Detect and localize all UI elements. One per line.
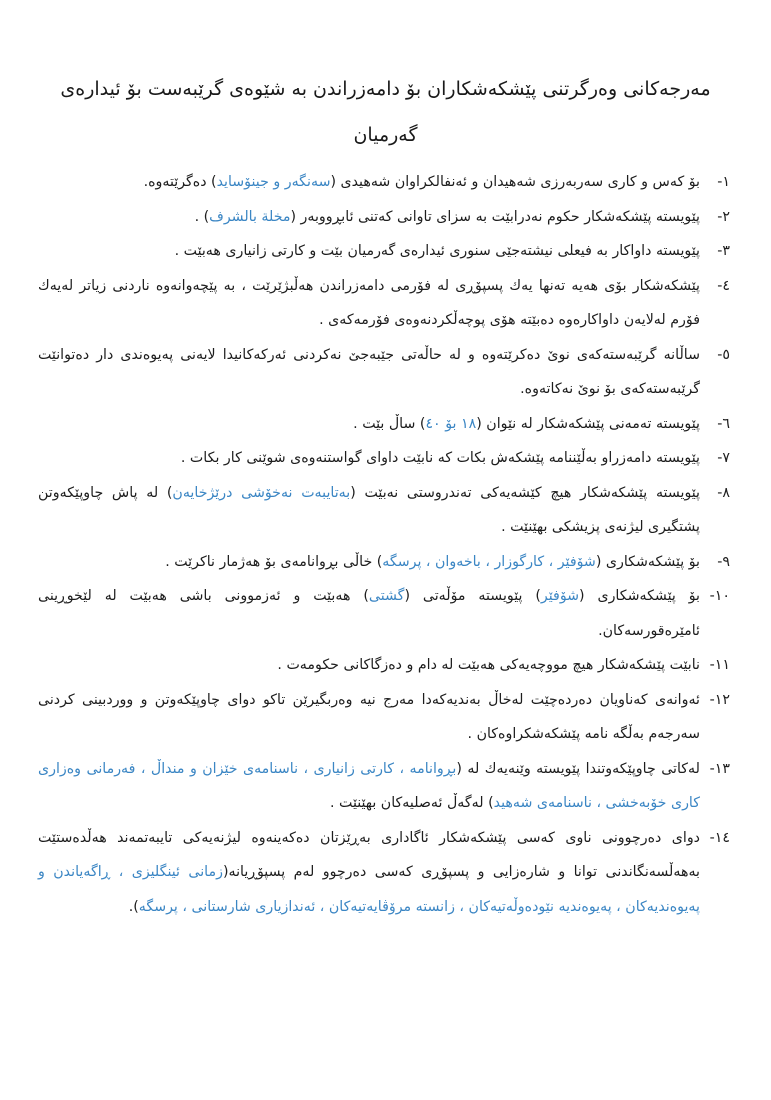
item-number: ١١-: [709, 657, 730, 673]
highlighted-text: شۆفێر ، کارگوزار ، باخەوان ، پرسگە: [382, 553, 596, 570]
item-text-end: ) خاڵی بڕوانامەی بۆ هەژمار ناکرێت .: [165, 553, 383, 570]
list-item-4: [38, 269, 730, 338]
item-text-end: ) .: [194, 208, 210, 225]
item-number: ٧-: [717, 450, 730, 466]
item-number: ١٤-: [709, 829, 730, 846]
list-item-8: [38, 476, 730, 545]
requirements-list: [38, 165, 730, 924]
item-text: پێشکەشکار بۆی هەیە تەنها یەك پسپۆڕی لە فۆرمی دامەزراندن هەڵبژێرێت ، بە پێچەوانەوە ناردنی زیاتر لەیەك فۆرم لەلایەن داواکارەوە دەبێتە هۆی پوچەڵکردنەوەی فۆرمەکەی .: [38, 277, 700, 328]
list-item-14: [38, 821, 730, 925]
list-item-3: [38, 234, 730, 269]
item-number: ١٣-: [709, 760, 730, 777]
highlighted-text: بڕوانامە ، کارتی زانیاری ، ناسنامەی خێزان و منداڵ ، فەرمانی وەزاری کاری خۆبەخشی ، ناسنامەی شەهید: [38, 760, 700, 811]
list-item-12: [38, 683, 730, 752]
item-number: ١-: [717, 174, 730, 190]
item-text-end: ) هەبێت و ئەزموونی باشی هەبێت لە لێخوڕینی ئامێرەقورسەکان.: [38, 588, 700, 639]
item-text: بۆ پێشکەشکاری (: [579, 588, 700, 604]
item-text-end: ) ساڵ بێت .: [353, 415, 426, 432]
item-text: پێویستە پێشکەشکار هیچ کێشەیەکی تەندروستی نەبێت (: [350, 484, 701, 501]
list-item-9: [38, 545, 730, 580]
item-text: ساڵانە گرێبەستەکەی نوێ دەکرێتەوە و لە حاڵەتی جێبەجێ نەکردنی ئەرکەکانیدا لایەنی پەیوەندی دار دەتوانێت گرێبەستەکەی بۆ نوێ نەکاتەوە.: [38, 346, 700, 397]
list-item-7: [38, 441, 730, 476]
item-text: پێویستە داواکار بە فیعلی نیشتەجێی سنوری ئیدارەی گەرمیان بێت و کارتی زانیاری هەبێت .: [174, 243, 700, 259]
highlighted-text: شۆفێر: [540, 588, 580, 604]
item-number: ٥-: [717, 346, 730, 363]
item-text-end: ) لە پاش چاوپێکەوتن پشتگیری لیژنەی پزیشکی بهێنێت .: [38, 484, 700, 535]
item-number: ٢-: [717, 208, 730, 225]
item-number: ٦-: [717, 415, 730, 432]
list-item-1: [38, 165, 730, 200]
item-text: بۆ پێشکەشکاری (: [595, 553, 700, 570]
highlighted-text: سەنگەر و جینۆساید: [216, 174, 331, 190]
list-item-10: [38, 579, 730, 648]
item-text: پێویستە پێشکەشکار حکوم نەدرابێت بە سزای تاوانی کەتنی ئابڕووبەر (: [290, 208, 700, 225]
item-number: ١٠-: [709, 588, 730, 604]
item-text-mid: ) پێویستە مۆڵەتی (: [404, 588, 541, 604]
highlighted-text: مخلة بالشرف: [209, 208, 291, 225]
item-text: ئەوانەی کەناویان دەردەچێت لەخاڵ بەندیەکەدا مەرج نیە وەربگیرێن تاکو دوای چاوپێکەوتن و ووردبینی کردنی سەرجەم بەڵگە نامە پێشکەشکراوەکان .: [38, 691, 700, 742]
item-number: ٣-: [717, 243, 730, 259]
highlighted-text: بەتایبەت نەخۆشی درێژخایەن: [172, 484, 351, 501]
item-text: دوای دەرچوونی ناوی کەسی پێشکەشکار ئاگاداری بەڕێزتان دەکەینەوە لیژنەیەکی تایبەتمەند هەڵدەستێت بەهەڵسەنگاندنی توانا و شارەزایی و پسپۆڕی کەسی دەرچوو لەم پسپۆڕیانە(: [38, 829, 701, 880]
item-text: پێویستە تەمەنی پێشکەشکار لە نێوان (: [476, 415, 700, 432]
item-number: ٤-: [717, 277, 730, 294]
list-item-2: [38, 200, 730, 235]
item-text: لەکاتی چاوپێکەوتندا پێویستە وێنەیەك لە (: [456, 760, 700, 777]
item-text: پێویستە دامەزراو بەڵێننامە پێشکەش بکات کە نابێت داوای گواستنەوەی شوێنی کار بکات .: [180, 450, 700, 466]
item-number: ٩-: [717, 553, 730, 570]
highlighted-text-2: گشتی: [368, 588, 405, 604]
item-number: ٨-: [717, 484, 730, 501]
list-item-13: [38, 752, 730, 821]
item-text-end: ) لەگەڵ ئەصلیەکان بهێنێت .: [330, 795, 494, 811]
highlighted-text: ١٨ بۆ ٤٠: [425, 415, 477, 432]
item-text-end: ).: [128, 898, 139, 915]
item-text: بۆ کەس و کاری سەربەرزی شەهیدان و ئەنفالکراوان شەهیدی (: [330, 174, 700, 190]
item-text-end: ) دەگرێتەوە.: [143, 174, 217, 190]
item-text: نابێت پێشکەشکار هیچ مووچەیەکی هەبێت لە دام و دەزگاکانی حکومەت .: [277, 657, 700, 673]
page-title: مەرجەکانی وەرگرتنی پێشکەشکاران بۆ دامەزراندن بە شێوەی گرێبەست بۆ ئیدارەی گەرمیان: [60, 78, 711, 146]
highlighted-text: زمانی ئینگلیزی ، ڕاگەیاندن و پەیوەندیەکان ، پەیوەندیە نێودەوڵەتیەکان ، زانستە مرۆڤایەتیەکان ، ئەندازیاری شارستانی ، پرسگە: [38, 864, 700, 915]
list-item-5: [38, 338, 730, 407]
list-item-6: [38, 407, 730, 442]
item-number: ١٢-: [709, 691, 730, 708]
list-item-11: [38, 648, 730, 683]
